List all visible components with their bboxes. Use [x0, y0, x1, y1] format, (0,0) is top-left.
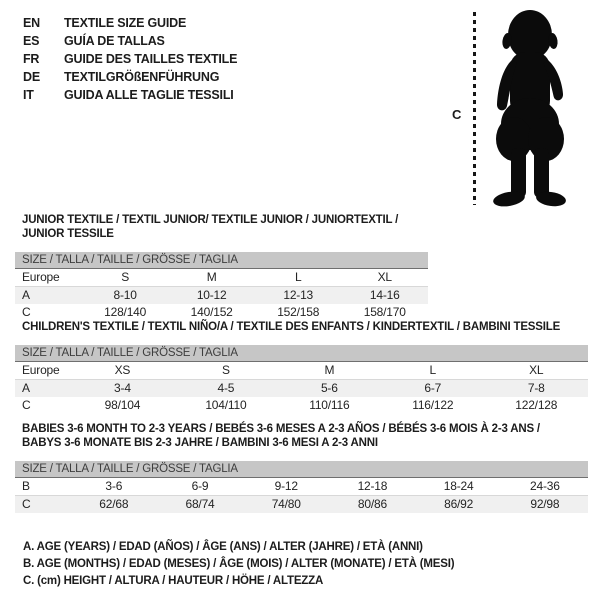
section-title-line1: BABIES 3-6 MONTH TO 2-3 YEARS / BEBÉS 3-6 MESES A 2-3 AÑOS / BÉBÉS 3-6 MOIS À 2-3 ANS / [22, 423, 540, 435]
row-label: B [15, 478, 71, 496]
size-cell: 122/128 [515, 398, 558, 412]
baby-silhouette-icon [486, 8, 571, 208]
table-row [15, 362, 588, 380]
size-cell: 128/140 [104, 305, 147, 319]
legend-notes [23, 539, 454, 590]
size-cell: 14-16 [369, 288, 400, 302]
babies-size-section [15, 422, 588, 513]
size-cell: 9-12 [243, 478, 329, 496]
children-size-table [15, 362, 588, 414]
row-label: C [22, 497, 31, 511]
lang-title: GUÍA DE TALLAS [64, 34, 165, 48]
size-cell: 3-6 [71, 478, 157, 496]
babies-size-table [15, 478, 588, 513]
table-row [15, 304, 428, 321]
lang-code: EN [23, 16, 40, 30]
size-cell: L [255, 269, 342, 287]
size-cell: 86/92 [444, 497, 474, 511]
size-cell: 6-9 [157, 478, 243, 496]
size-cell: L [381, 362, 484, 380]
table-row [15, 269, 428, 287]
size-cell: 6-7 [424, 381, 442, 395]
size-cell: 62/68 [99, 497, 129, 511]
note-height-cm: C. (cm) HEIGHT / ALTURA / HAUTEUR / HÖHE / ALTEZZA [23, 575, 324, 587]
height-measure-label: C [452, 107, 462, 122]
lang-title: GUIDA ALLE TAGLIE TESSILI [64, 88, 234, 102]
size-cell: 5-6 [320, 381, 338, 395]
size-cell: 7-8 [527, 381, 545, 395]
children-size-section [15, 320, 588, 414]
section-title-line2: BABYS 3-6 MONATE BIS 2-3 JAHRE / BAMBINI 3-6 MESI A 2-3 ANNI [22, 437, 378, 449]
size-cell: 24-36 [502, 478, 588, 496]
size-cell: 18-24 [416, 478, 502, 496]
size-cell: XL [485, 362, 588, 380]
section-title [15, 422, 588, 450]
size-cell: 74/80 [271, 497, 301, 511]
row-label: C [22, 398, 31, 412]
lang-title: TEXTILGRÖßENFÜHRUNG [64, 70, 220, 84]
size-cell: 68/74 [185, 497, 215, 511]
size-cell: 92/98 [530, 497, 560, 511]
row-label: Europe [15, 362, 71, 380]
legend-row-en [23, 14, 237, 32]
row-label: C [22, 305, 31, 319]
size-cell: 8-10 [113, 288, 137, 302]
size-cell: 98/104 [104, 398, 141, 412]
junior-size-section [15, 213, 428, 321]
height-measure-dashed-line [473, 12, 476, 205]
table-row [15, 380, 588, 398]
table-row [15, 397, 588, 414]
lang-code: DE [23, 70, 40, 84]
size-header-bar: SIZE / TALLA / TAILLE / GRÖSSE / TAGLIA [15, 345, 588, 362]
size-cell: 158/170 [363, 305, 406, 319]
legend-row-it [23, 86, 237, 104]
size-header-bar: SIZE / TALLA / TAILLE / GRÖSSE / TAGLIA [15, 252, 428, 269]
legend-row-fr [23, 50, 237, 68]
size-cell: 4-5 [217, 381, 235, 395]
row-label: Europe [15, 269, 82, 287]
size-cell: S [174, 362, 277, 380]
lang-code: FR [23, 52, 40, 66]
size-cell: 140/152 [190, 305, 233, 319]
row-label: A [22, 288, 30, 302]
size-cell: 152/158 [277, 305, 320, 319]
lang-code: IT [23, 88, 34, 102]
size-cell: 12-13 [283, 288, 314, 302]
section-title: JUNIOR TEXTILE / TEXTIL JUNIOR/ TEXTILE JUNIOR / JUNIORTEXTIL / JUNIOR TESSILE [22, 214, 399, 240]
legend-row-es [23, 32, 237, 50]
size-cell: 3-4 [114, 381, 131, 395]
size-header-bar: SIZE / TALLA / TAILLE / GRÖSSE / TAGLIA [15, 461, 588, 478]
legend-row-de [23, 68, 237, 86]
table-row [15, 496, 588, 514]
table-row [15, 287, 428, 305]
language-legend [23, 14, 237, 104]
lang-title: GUIDE DES TAILLES TEXTILE [64, 52, 238, 66]
section-title: CHILDREN'S TEXTILE / TEXTIL NIÑO/A / TEXTILE DES ENFANTS / KINDERTEXTIL / BAMBINI TESSILE [22, 321, 561, 333]
lang-title: TEXTILE SIZE GUIDE [64, 16, 187, 30]
row-label: A [22, 381, 30, 395]
table-row [15, 478, 588, 496]
size-cell: 116/122 [412, 398, 454, 412]
note-age-months: B. AGE (MONTHS) / EDAD (MESES) / ÂGE (MOIS) / ALTER (MONATE) / ETÀ (MESI) [23, 558, 455, 570]
lang-code: ES [23, 34, 40, 48]
size-cell: 110/116 [309, 398, 350, 412]
size-cell: 12-18 [329, 478, 415, 496]
note-age-years: A. AGE (YEARS) / EDAD (AÑOS) / ÂGE (ANS) / ALTER (JAHRE) / ETÀ (ANNI) [23, 541, 423, 553]
size-cell: M [278, 362, 381, 380]
size-cell: XS [71, 362, 174, 380]
size-cell: S [82, 269, 169, 287]
size-cell: 104/110 [205, 398, 247, 412]
size-cell: M [168, 269, 255, 287]
junior-size-table [15, 269, 428, 321]
size-cell: 80/86 [357, 497, 387, 511]
size-cell: XL [341, 269, 428, 287]
size-cell: 10-12 [196, 288, 227, 302]
